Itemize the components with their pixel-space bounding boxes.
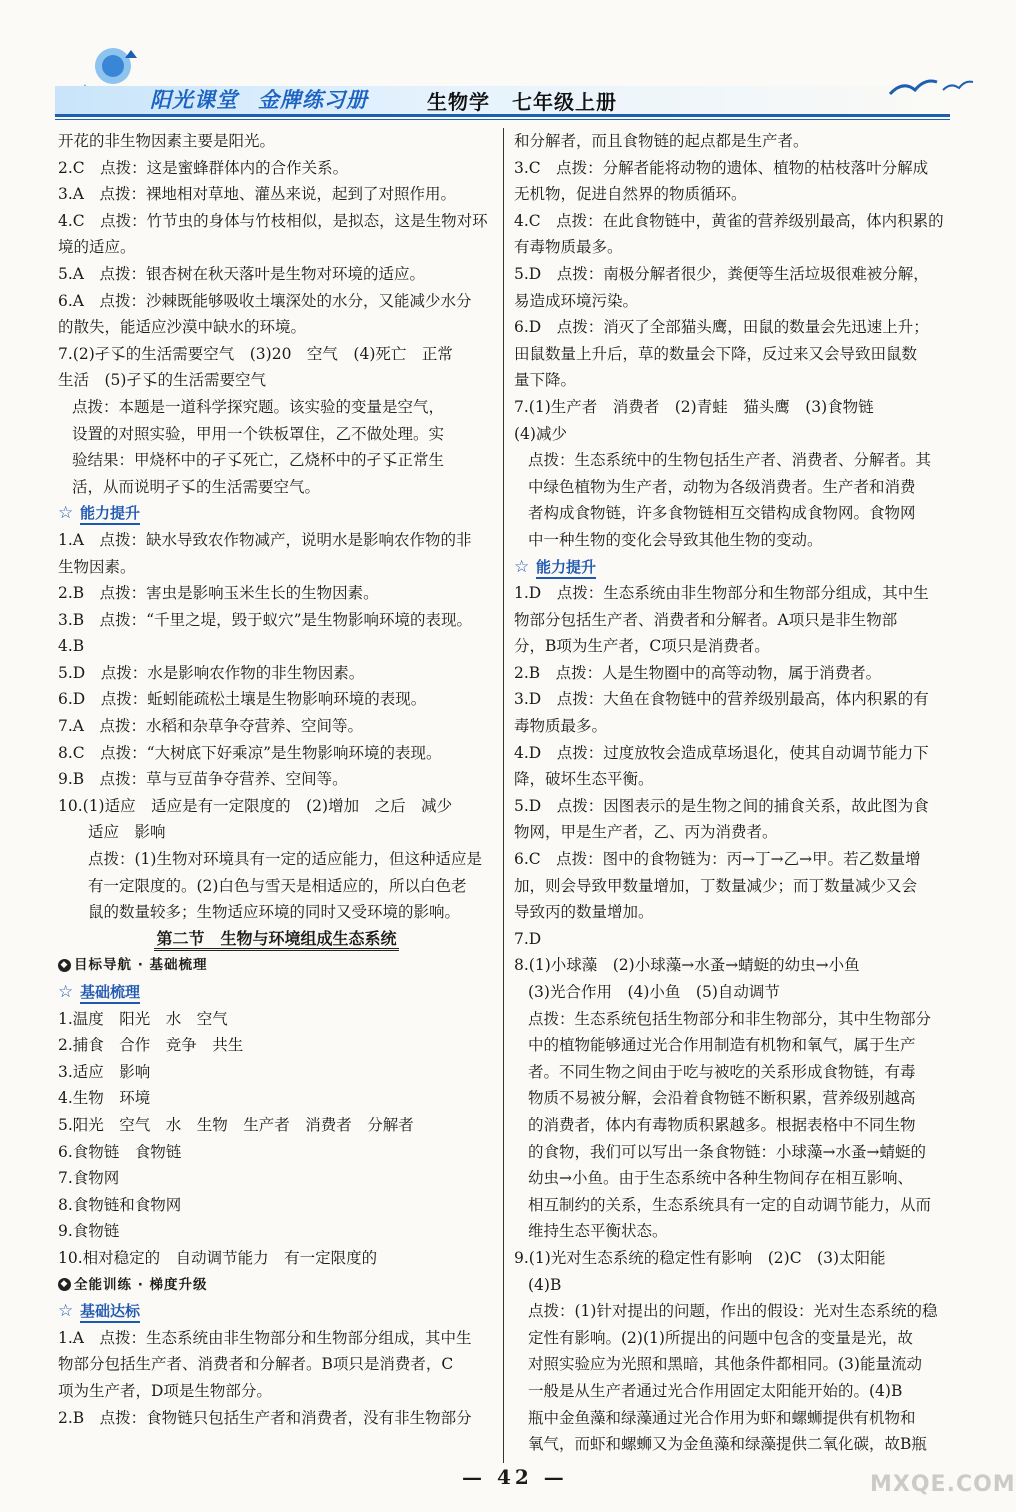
answer-line: (3)光合作用 (4)小鱼 (5)自动调节 [528, 983, 780, 1001]
answer-line: 7.(2)孑孓的生活需要空气 (3)20 空气 (4)死亡 正常 [58, 344, 453, 363]
answer-line: 和分解者，而且食物链的起点都是生产者。 [514, 132, 809, 150]
answer-line: 降，破坏生态平衡。 [514, 770, 654, 789]
answer-line: 无机物，促进自然界的物质循环。 [514, 185, 747, 204]
section-heading [58, 1298, 495, 1325]
right-column [514, 128, 954, 1458]
answer-line: 点拨：生态系统包括生物部分和非生物部分，其中生物部分 [528, 1009, 932, 1028]
answer-line: 物部分包括生产者、消费者和分解者。B项只是消费者，C [58, 1355, 454, 1374]
answer-line: 1.A 点拨：缺水导致农作物减产，说明水是影响农作物的非 [58, 530, 472, 549]
answer-line: 中绿色植物为生产者，动物为各级消费者。生产者和消费 [528, 477, 916, 496]
answer-line: 7.A 点拨：水稻和杂草争夺营养、空间等。 [58, 717, 363, 736]
answer-line: (4)减少 [514, 424, 567, 443]
chapter-title-text: 第二节 生物与环境组成生态系统 [154, 929, 398, 951]
answer-line: 7.D [514, 929, 542, 948]
answer-line: 加，则会导致甲数量增加，丁数量减少；而丁数量减少又会 [514, 876, 918, 895]
answer-line: 有毒物质最多。 [514, 238, 623, 257]
answer-line: 活，从而说明孑孓的生活需要空气。 [72, 477, 321, 496]
answer-line: 分，B项为生产者，C项只是消费者。 [514, 637, 770, 656]
section-heading [58, 979, 495, 1006]
answer-line: 8.C 点拨：“大树底下好乘凉”是生物影响环境的表现。 [58, 743, 442, 762]
brand-name: 阳光课堂 [150, 88, 238, 112]
answer-line: 点拨：(1)针对提出的问题，作出的假设：光对生态系统的稳 [528, 1302, 938, 1321]
section-heading-label: 基础梳理 [80, 983, 140, 1004]
column-divider [503, 128, 504, 1463]
section-heading-label: 能力提升 [536, 558, 596, 579]
answer-line: 相互制约的关系，生态系统具有一定的自动调节能力，从而 [528, 1195, 932, 1214]
answer-line: 8.食物链和食物网 [58, 1195, 182, 1214]
section-heading [58, 500, 495, 527]
subsection-banner-text: 全能训练 · 梯度升级 [74, 1276, 208, 1293]
answer-line: 4.B [58, 637, 85, 656]
answer-line: 设置的对照实验，甲用一个铁板罩住，乙不做处理。实 [72, 424, 445, 443]
page-number: — 42 — [462, 1465, 568, 1489]
answer-line: 物质不易被分解，会沿着食物链不断积累，营养级别越高 [528, 1089, 916, 1108]
answer-line: 物网，甲是生产者，乙、丙为消费者。 [514, 823, 778, 842]
answer-line: 3.D 点拨：大鱼在食物链中的营养级别最高，体内积累的有 [514, 690, 929, 709]
section-heading-label: 能力提升 [80, 504, 140, 525]
diamond-icon: ◆ [58, 959, 71, 972]
answer-line: 10.相对稳定的 自动调节能力 有一定限度的 [58, 1248, 378, 1267]
page-header [55, 28, 950, 123]
answer-line: 量下降。 [514, 371, 577, 390]
answer-line: 7.(1)生产者 消费者 (2)青蛙 猫头鹰 (3)食物链 [514, 397, 874, 416]
answer-line: 点拨：本题是一道科学探究题。该实验的变量是空气， [72, 397, 445, 416]
answer-line: 境的适应。 [58, 238, 136, 257]
answer-line: 有一定限度的。(2)白色与雪天是相适应的，所以白色老 [88, 876, 467, 895]
subsection-banner-text: 目标导航 · 基础梳理 [74, 957, 208, 974]
answer-line: 点拨：生态系统中的生物包括生产者、消费者、分解者。其 [528, 451, 932, 470]
answer-line: 2.B 点拨：害虫是影响玉米生长的生物因素。 [58, 584, 379, 603]
answer-line: 导致丙的数量增加。 [514, 903, 654, 922]
grade-name: 七年级上册 [512, 90, 617, 114]
answer-line: 9.(1)光对生态系统的稳定性有影响 (2)C (3)太阳能 [514, 1248, 886, 1267]
answer-line: 点拨：(1)生物对环境具有一定的适应能力，但这种适应是 [88, 850, 482, 869]
answer-line: 1.温度 阳光 水 空气 [58, 1009, 228, 1028]
answer-line: 易造成环境污染。 [514, 291, 639, 310]
answer-line: 维持生态平衡状态。 [528, 1222, 668, 1241]
answer-line: 2.B 点拨：人是生物圈中的高等动物，属于消费者。 [514, 663, 882, 682]
answer-line: 4.D 点拨：过度放牧会造成草场退化，使其自动调节能力下 [514, 743, 929, 762]
answer-line: 5.D 点拨：水是影响农作物的非生物因素。 [58, 663, 365, 682]
answer-line: 一般是从生产者通过光合作用固定太阳能开始的。(4)B [528, 1381, 903, 1400]
answer-line: 项为生产者，D项是生物部分。 [58, 1381, 272, 1400]
answer-line: 7.食物网 [58, 1169, 120, 1188]
answer-line: 4.生物 环境 [58, 1089, 151, 1108]
book-subject [427, 86, 639, 115]
birds-icon [885, 72, 975, 102]
answer-line: 的散失，能适应沙漠中缺水的环境。 [58, 318, 307, 337]
answer-line: 中一种生物的变化会导致其他生物的变动。 [528, 530, 823, 549]
answer-line: 生活 (5)孑孓的生活需要空气 [58, 371, 266, 390]
chapter-title [58, 926, 495, 953]
answer-line: 者构成食物链，许多食物链相互交错构成食物网。食物网 [528, 504, 916, 523]
answer-line: 8.(1)小球藻 (2)小球藻→水蚤→蜻蜓的幼虫→小鱼 [514, 956, 860, 975]
answer-line: 6.D 点拨：蚯蚓能疏松土壤是生物影响环境的表现。 [58, 690, 427, 709]
answer-line: 6.D 点拨：消灭了全部猫头鹰，田鼠的数量会先迅速上升； [514, 318, 929, 337]
answer-line: 6.C 点拨：图中的食物链为：丙→丁→乙→甲。若乙数量增 [514, 850, 921, 869]
answer-line: 9.B 点拨：草与豆苗争夺营养、空间等。 [58, 770, 348, 789]
answer-line: 3.C 点拨：分解者能将动物的遗体、植物的枯枝落叶分解成 [514, 158, 929, 177]
subsection-banner [58, 952, 495, 979]
answer-line: 5.D 点拨：因图表示的是生物之间的捕食关系，故此图为食 [514, 796, 929, 815]
answer-line: 2.B 点拨：食物链只包括生产者和消费者，没有非生物部分 [58, 1408, 472, 1427]
answer-line: 3.B 点拨：“千里之堤，毁于蚁穴”是生物影响环境的表现。 [58, 610, 473, 629]
answer-line: 5.D 点拨：南极分解者很少，粪便等生活垃圾很难被分解， [514, 264, 929, 283]
answer-line: 2.捕食 合作 竞争 共生 [58, 1036, 244, 1055]
answer-line: 毒物质最多。 [514, 717, 608, 736]
answer-line: 开花的非生物因素主要是阳光。 [58, 132, 276, 150]
answer-line: 3.适应 影响 [58, 1062, 151, 1081]
watermark-text: MXQE.COM [870, 1472, 1016, 1497]
answer-line: 1.D 点拨：生态系统由非生物部分和生物部分组成，其中生 [514, 584, 929, 603]
answer-line: 9.食物链 [58, 1222, 120, 1241]
star-icon: ☆ [514, 556, 530, 577]
answer-line: 6.A 点拨：沙棘既能够吸收土壤深处的水分，又能减少水分 [58, 291, 472, 310]
answer-line: 氧气，而虾和螺蛳又为金鱼藻和绿藻提供二氧化碳，故B瓶 [528, 1435, 927, 1454]
answer-line: 4.C 点拨：竹节虫的身体与竹枝相似，是拟态，这是生物对环 [58, 211, 488, 230]
section-heading-label: 基础达标 [80, 1302, 140, 1323]
answer-line: 5.A 点拨：银杏树在秋天落叶是生物对环境的适应。 [58, 264, 425, 283]
answer-line: 田鼠数量上升后，草的数量会下降，反过来又会导致田鼠数 [514, 344, 918, 363]
answer-line: 幼虫→小鱼。由于生态系统中各种生物间存在相互影响、 [528, 1169, 913, 1188]
answer-line: 适应 影响 [88, 823, 166, 842]
series-brand [150, 84, 388, 114]
answer-line: 物部分包括生产者、消费者和分解者。A项只是非生物部 [514, 610, 898, 629]
answer-line: 3.A 点拨：裸地相对草地、灌丛来说，起到了对照作用。 [58, 185, 456, 204]
answer-line: 5.阳光 空气 水 生物 生产者 消费者 分解者 [58, 1115, 414, 1134]
section-heading [514, 554, 954, 581]
answer-line: 鼠的数量较多；生物适应环境的同时又受环境的影响。 [88, 903, 461, 922]
answer-line: 生物因素。 [58, 557, 136, 576]
answer-line: 对照实验应为光照和黑暗，其他条件都相同。(3)能量流动 [528, 1355, 922, 1374]
left-column [58, 128, 495, 1431]
answer-line: (4)B [528, 1275, 562, 1294]
star-icon: ☆ [58, 503, 74, 524]
answer-line: 6.食物链 食物链 [58, 1142, 182, 1161]
header-rule-thin [55, 119, 950, 120]
answer-line: 2.C 点拨：这是蜜蜂群体内的合作关系。 [58, 158, 349, 177]
answer-line: 者。不同生物之间由于吃与被吃的关系形成食物链，有毒 [528, 1062, 916, 1081]
answer-line: 验结果：甲烧杯中的孑孓死亡，乙烧杯中的孑孓正常生 [72, 451, 445, 470]
answer-line: 中的植物能够通过光合作用制造有机物和氧气，属于生产 [528, 1036, 916, 1055]
star-icon: ☆ [58, 1301, 74, 1322]
answer-line: 定性有影响。(2)(1)所提出的问题中包含的变量是光，故 [528, 1328, 913, 1347]
answer-line: 4.C 点拨：在此食物链中，黄雀的营养级别最高，体内积累的 [514, 211, 944, 230]
answer-line: 10.(1)适应 适应是有一定限度的 (2)增加 之后 减少 [58, 796, 453, 815]
answer-line: 瓶中金鱼藻和绿藻通过光合作用为虾和螺蛳提供有机物和 [528, 1408, 916, 1427]
brand-series: 金牌练习册 [258, 88, 368, 112]
subsection-banner [58, 1272, 495, 1299]
star-icon: ☆ [58, 982, 74, 1002]
answer-line: 1.A 点拨：生态系统由非生物部分和生物部分组成，其中生 [58, 1328, 472, 1347]
diamond-icon: ◆ [58, 1278, 71, 1291]
answer-line: 的食物，我们可以写出一条食物链：小球藻→水蚤→蜻蜓的 [528, 1142, 926, 1161]
answer-line: 的消费者，体内有毒物质积累越多。根据表格中不同生物 [528, 1115, 916, 1134]
subject-name: 生物学 [427, 90, 490, 114]
watermark-logo [870, 1440, 1016, 1505]
